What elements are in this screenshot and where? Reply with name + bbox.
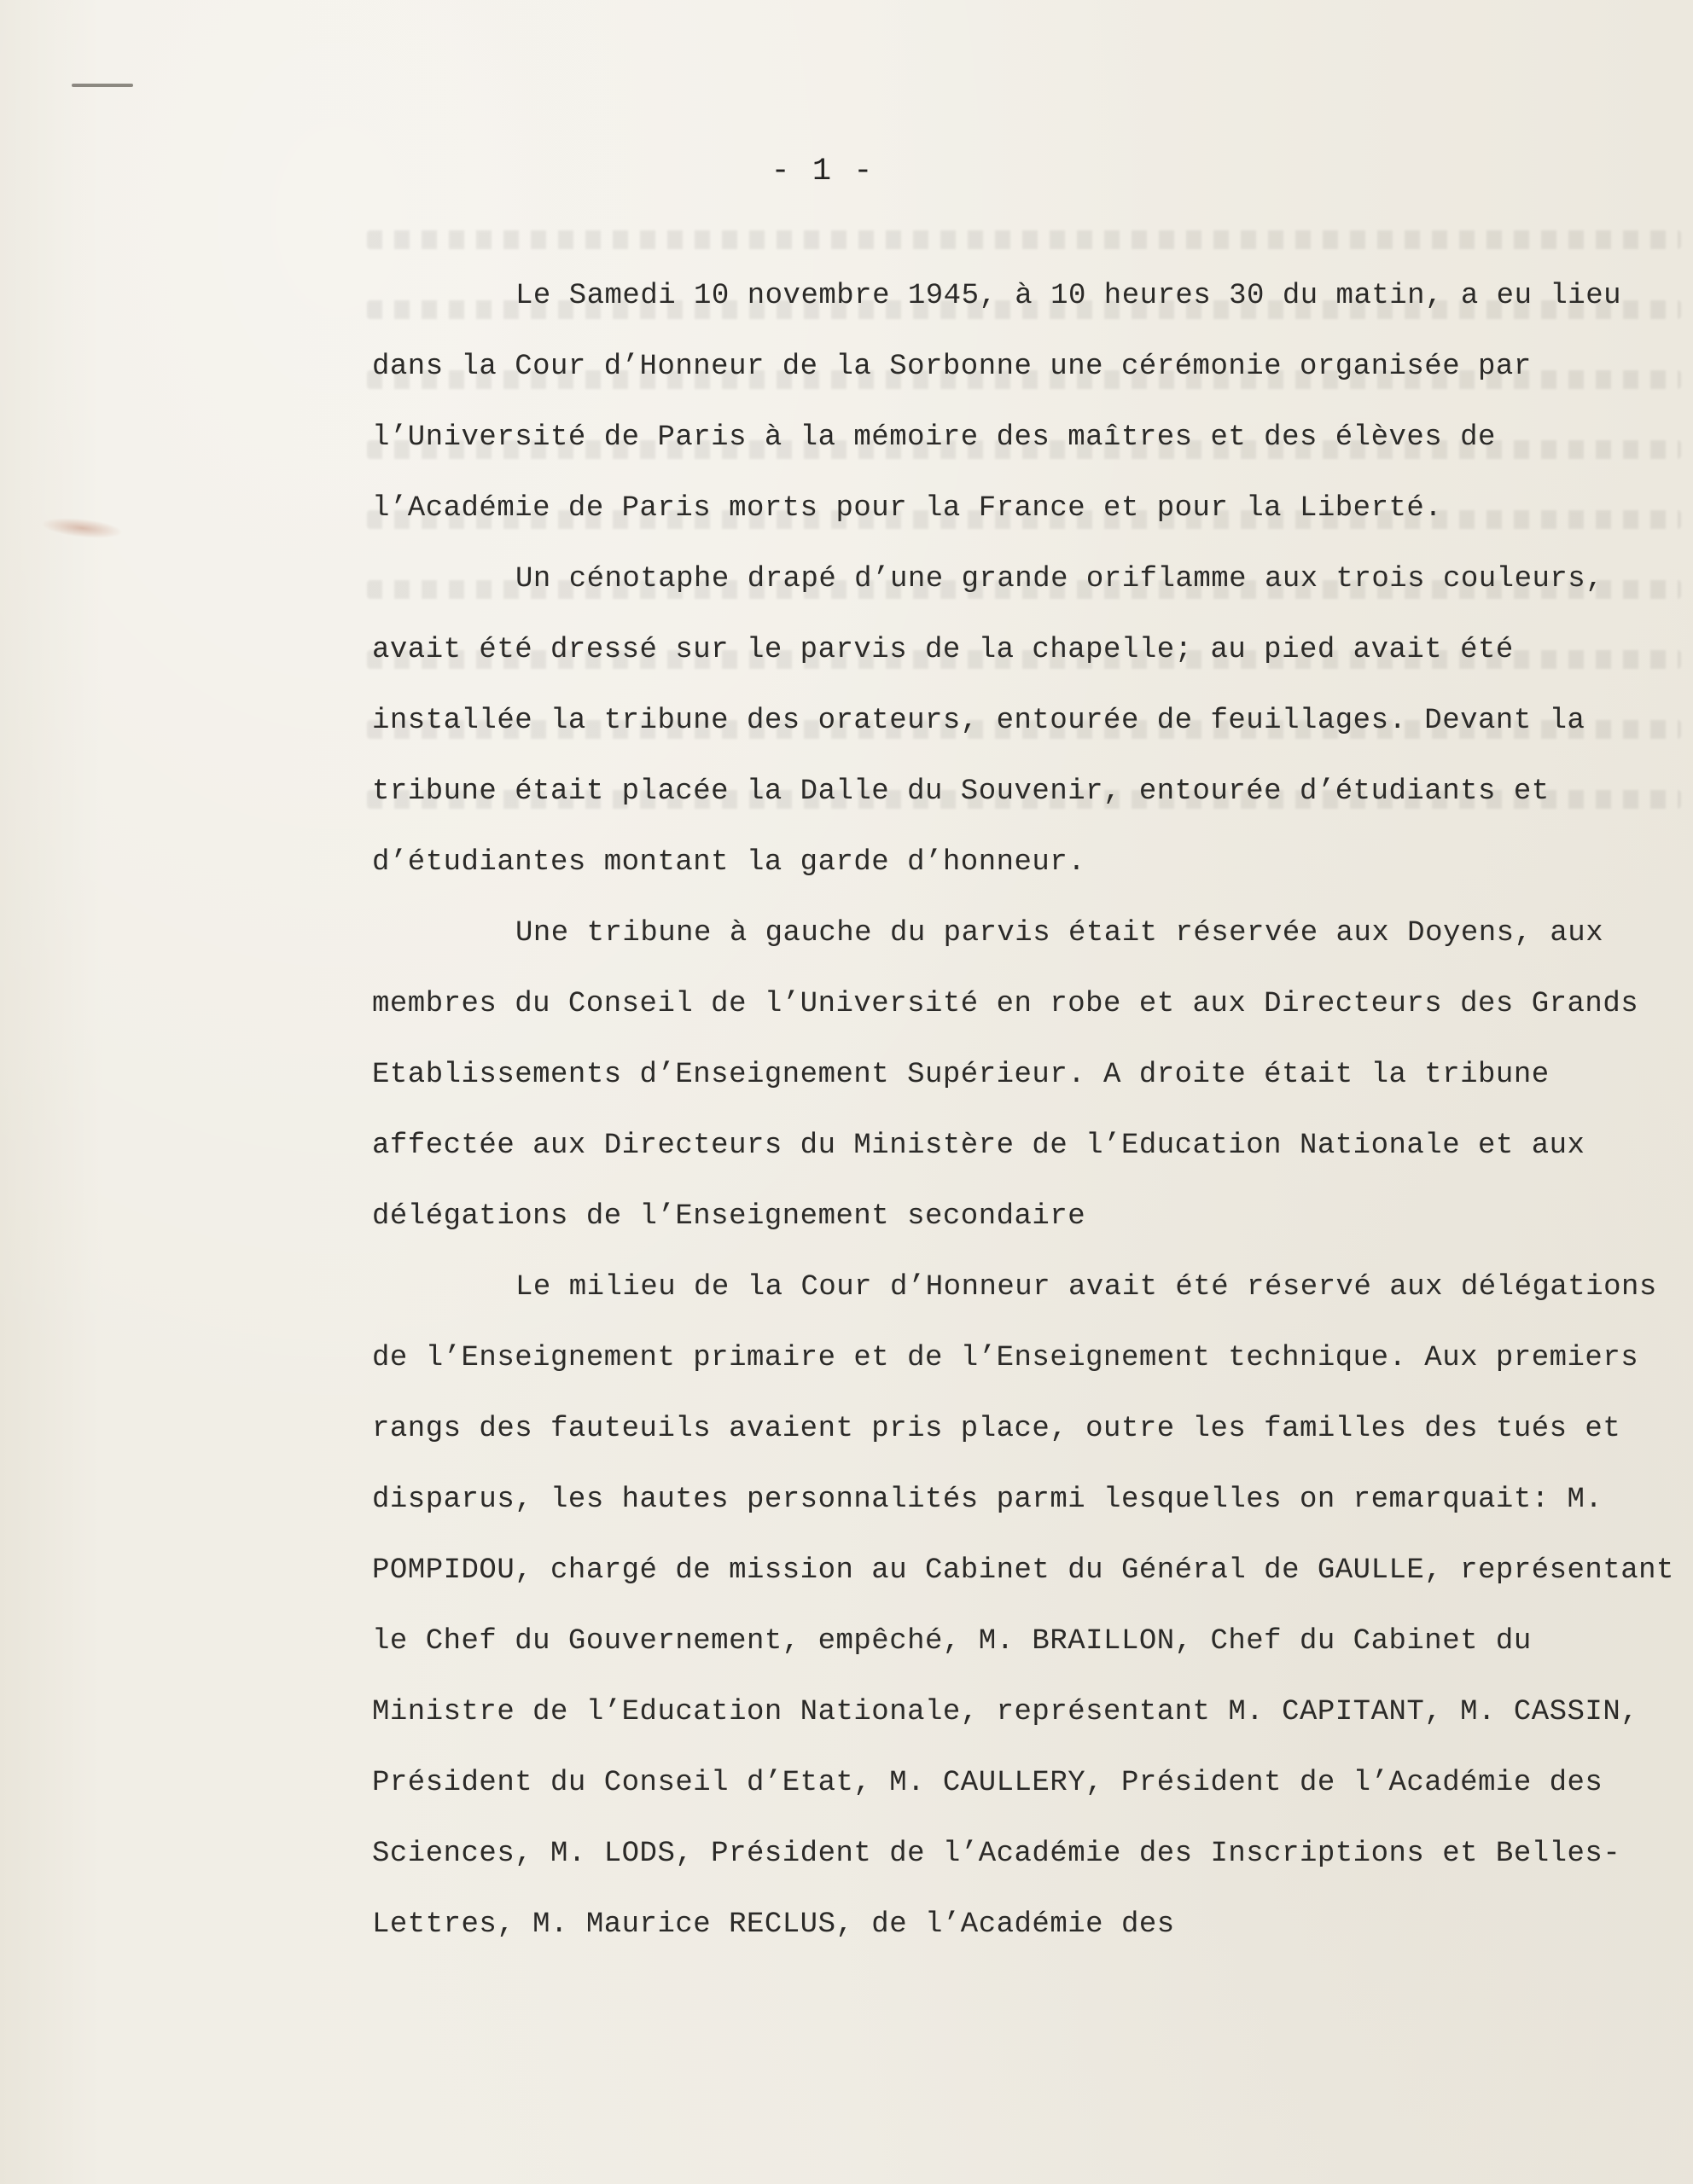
paper-smudge — [40, 514, 124, 542]
typed-text-body — [372, 261, 1678, 1960]
paragraph-4: Le milieu de la Cour d’Honneur avait été réservé aux délégations de l’Enseignement primaire et de l’Enseignement technique. Aux premiers rangs des fauteuils avaient pris place, outre les familles des tués et disparus, les hautes personnalités parmi lesquelles on remarquait: M. POMPIDOU, chargé de mission au Cabinet du Général de GAULLE, représentant le Chef du Gouvernement, empêché, M. BRAILLON, Chef du Cabinet du Ministre de l’Education Nationale, représentant M. CAPITANT, M. CASSIN, Président du Conseil d’Etat, M. CAULLERY, Président de l’Académie des Sciences, M. LODS, Président de l’Académie des Inscriptions et Belles-Lettres, M. Maurice RECLUS, de l’Académie des — [372, 1271, 1674, 1941]
page-number-text: - 1 - — [771, 154, 875, 189]
binding-mark — [72, 84, 133, 87]
page-number — [0, 154, 1693, 189]
paragraph-2: Un cénotaphe drapé d’une grande oriflamme aux trois couleurs, avait été dressé sur le parvis de la chapelle; au pied avait été installée la tribune des orateurs, entourée de feuillages. Devant la tribune était placée la Dalle du Souvenir, entourée d’étudiants et d’étudiantes montant la garde d’honneur. — [372, 563, 1604, 879]
paragraph-3: Une tribune à gauche du parvis était réservée aux Doyens, aux membres du Conseil de l’Université en robe et aux Directeurs des Grands Etablissements d’Enseignement Supérieur. A droite était la tribune affectée aux Directeurs du Ministère de l’Education Nationale et aux délégations de l’Enseignement secondaire — [372, 917, 1639, 1233]
paragraph-1: Le Samedi 10 novembre 1945, à 10 heures 30 du matin, a eu lieu dans la Cour d’Honneur de la Sorbonne une cérémonie organisée par l’Université de Paris à la mémoire des maîtres et des élèves de l’Académie de Paris morts pour la France et pour la Liberté. — [372, 280, 1622, 525]
